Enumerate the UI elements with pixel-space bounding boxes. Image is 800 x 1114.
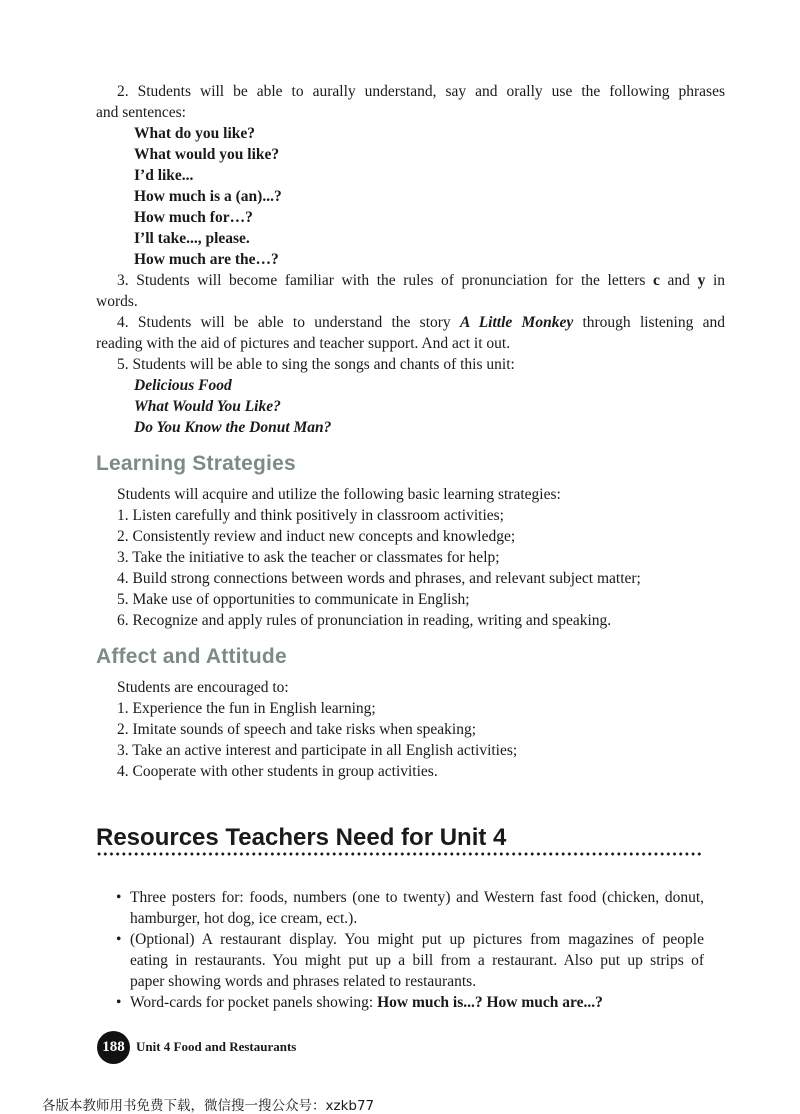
bullet-2-line-2: eating in restaurants. You might put up a bill from a restaurant. Also put up strips of — [130, 952, 704, 969]
objective-4-line-1 — [96, 312, 725, 333]
affect-item-4: 4. Cooperate with other students in group activities. — [117, 763, 438, 780]
letter-y: y — [697, 272, 706, 289]
page-number-badge: 188 — [97, 1031, 130, 1064]
learning-item-5: 5. Make use of opportunities to communicate in English; — [117, 591, 470, 608]
learning-intro: Students will acquire and utilize the following basic learning strategies: — [117, 486, 561, 503]
learning-item-1: 1. Listen carefully and think positively in classroom activities; — [117, 507, 504, 524]
affect-attitude-heading: Affect and Attitude — [96, 645, 287, 668]
objective-3-and: and — [659, 272, 698, 289]
learning-item-3: 3. Take the initiative to ask the teacher or classmates for help; — [117, 549, 500, 566]
bullet-1-line-1: Three posters for: foods, numbers (one to twenty) and Western fast food (chicken, donut, — [130, 889, 704, 906]
objective-3-text: 3. Students will become familiar with the rules of pronunciation for the letters — [117, 272, 654, 289]
phrase-4: How much is a (an)...? — [134, 188, 282, 205]
learning-strategies-heading: Learning Strategies — [96, 452, 296, 475]
objective-3-line-1 — [96, 270, 725, 291]
phrase-6: I’ll take..., please. — [134, 230, 250, 247]
learning-item-4: 4. Build strong connections between words and phrases, and relevant subject matter; — [117, 570, 641, 587]
phrase-1: What do you like? — [134, 125, 256, 142]
objective-3-line-2: words. — [96, 293, 138, 310]
objective-3-in: in — [705, 272, 725, 289]
song-3: Do You Know the Donut Man? — [134, 419, 332, 436]
phrase-2: What would you like? — [134, 146, 280, 163]
phrase-5: How much for…? — [134, 209, 253, 226]
song-2: What Would You Like? — [134, 398, 281, 415]
bullet-1-line-2: hamburger, hot dog, ice cream, ect.). — [130, 910, 358, 927]
objective-5: 5. Students will be able to sing the songs and chants of this unit: — [117, 356, 515, 373]
bullet-1-marker: • — [116, 889, 122, 906]
bullet-2-line-1: (Optional) A restaurant display. You might put up pictures from magazines of people — [130, 931, 704, 948]
phrase-3: I’d like... — [134, 167, 194, 184]
resources-heading: Resources Teachers Need for Unit 4 — [96, 824, 507, 851]
objective-4-text-end: through listening and — [573, 314, 725, 331]
affect-item-3: 3. Take an active interest and participate in all English activities; — [117, 742, 518, 759]
bullet-3-marker: • — [116, 994, 122, 1011]
bullet-2-marker: • — [116, 931, 122, 948]
objective-2-line-2: and sentences: — [96, 104, 186, 121]
objective-4-text: 4. Students will be able to understand the story — [117, 314, 460, 331]
affect-item-1: 1. Experience the fun in English learning; — [117, 700, 376, 717]
watermark-text: 各版本教师用书免费下载，微信搜一搜公众号：xzkb77 — [42, 1098, 375, 1114]
running-footer: Unit 4 Food and Restaurants — [136, 1039, 297, 1054]
learning-item-6: 6. Recognize and apply rules of pronunciation in reading, writing and speaking. — [117, 612, 612, 629]
bullet-2-line-3: paper showing words and phrases related to restaurants. — [130, 973, 477, 990]
phrase-7: How much are the…? — [134, 251, 279, 268]
objective-4-line-2: reading with the aid of pictures and teacher support. And act it out. — [96, 335, 511, 352]
bullet-3-text: Word-cards for pocket panels showing: — [130, 994, 378, 1011]
song-1: Delicious Food — [134, 377, 232, 394]
affect-item-2: 2. Imitate sounds of speech and take risks when speaking; — [117, 721, 476, 738]
bullet-3-bold: How much is...? How much are...? — [377, 994, 603, 1011]
bullet-3-line-1 — [130, 992, 704, 1013]
affect-intro: Students are encouraged to: — [117, 679, 289, 696]
learning-item-2: 2. Consistently review and induct new concepts and knowledge; — [117, 528, 516, 545]
objective-2-line-1: 2. Students will be able to aurally understand, say and orally use the following phrases — [117, 83, 725, 100]
letter-c: c — [653, 272, 660, 289]
story-title: A Little Monkey — [459, 314, 574, 331]
dotted-divider — [96, 851, 702, 857]
